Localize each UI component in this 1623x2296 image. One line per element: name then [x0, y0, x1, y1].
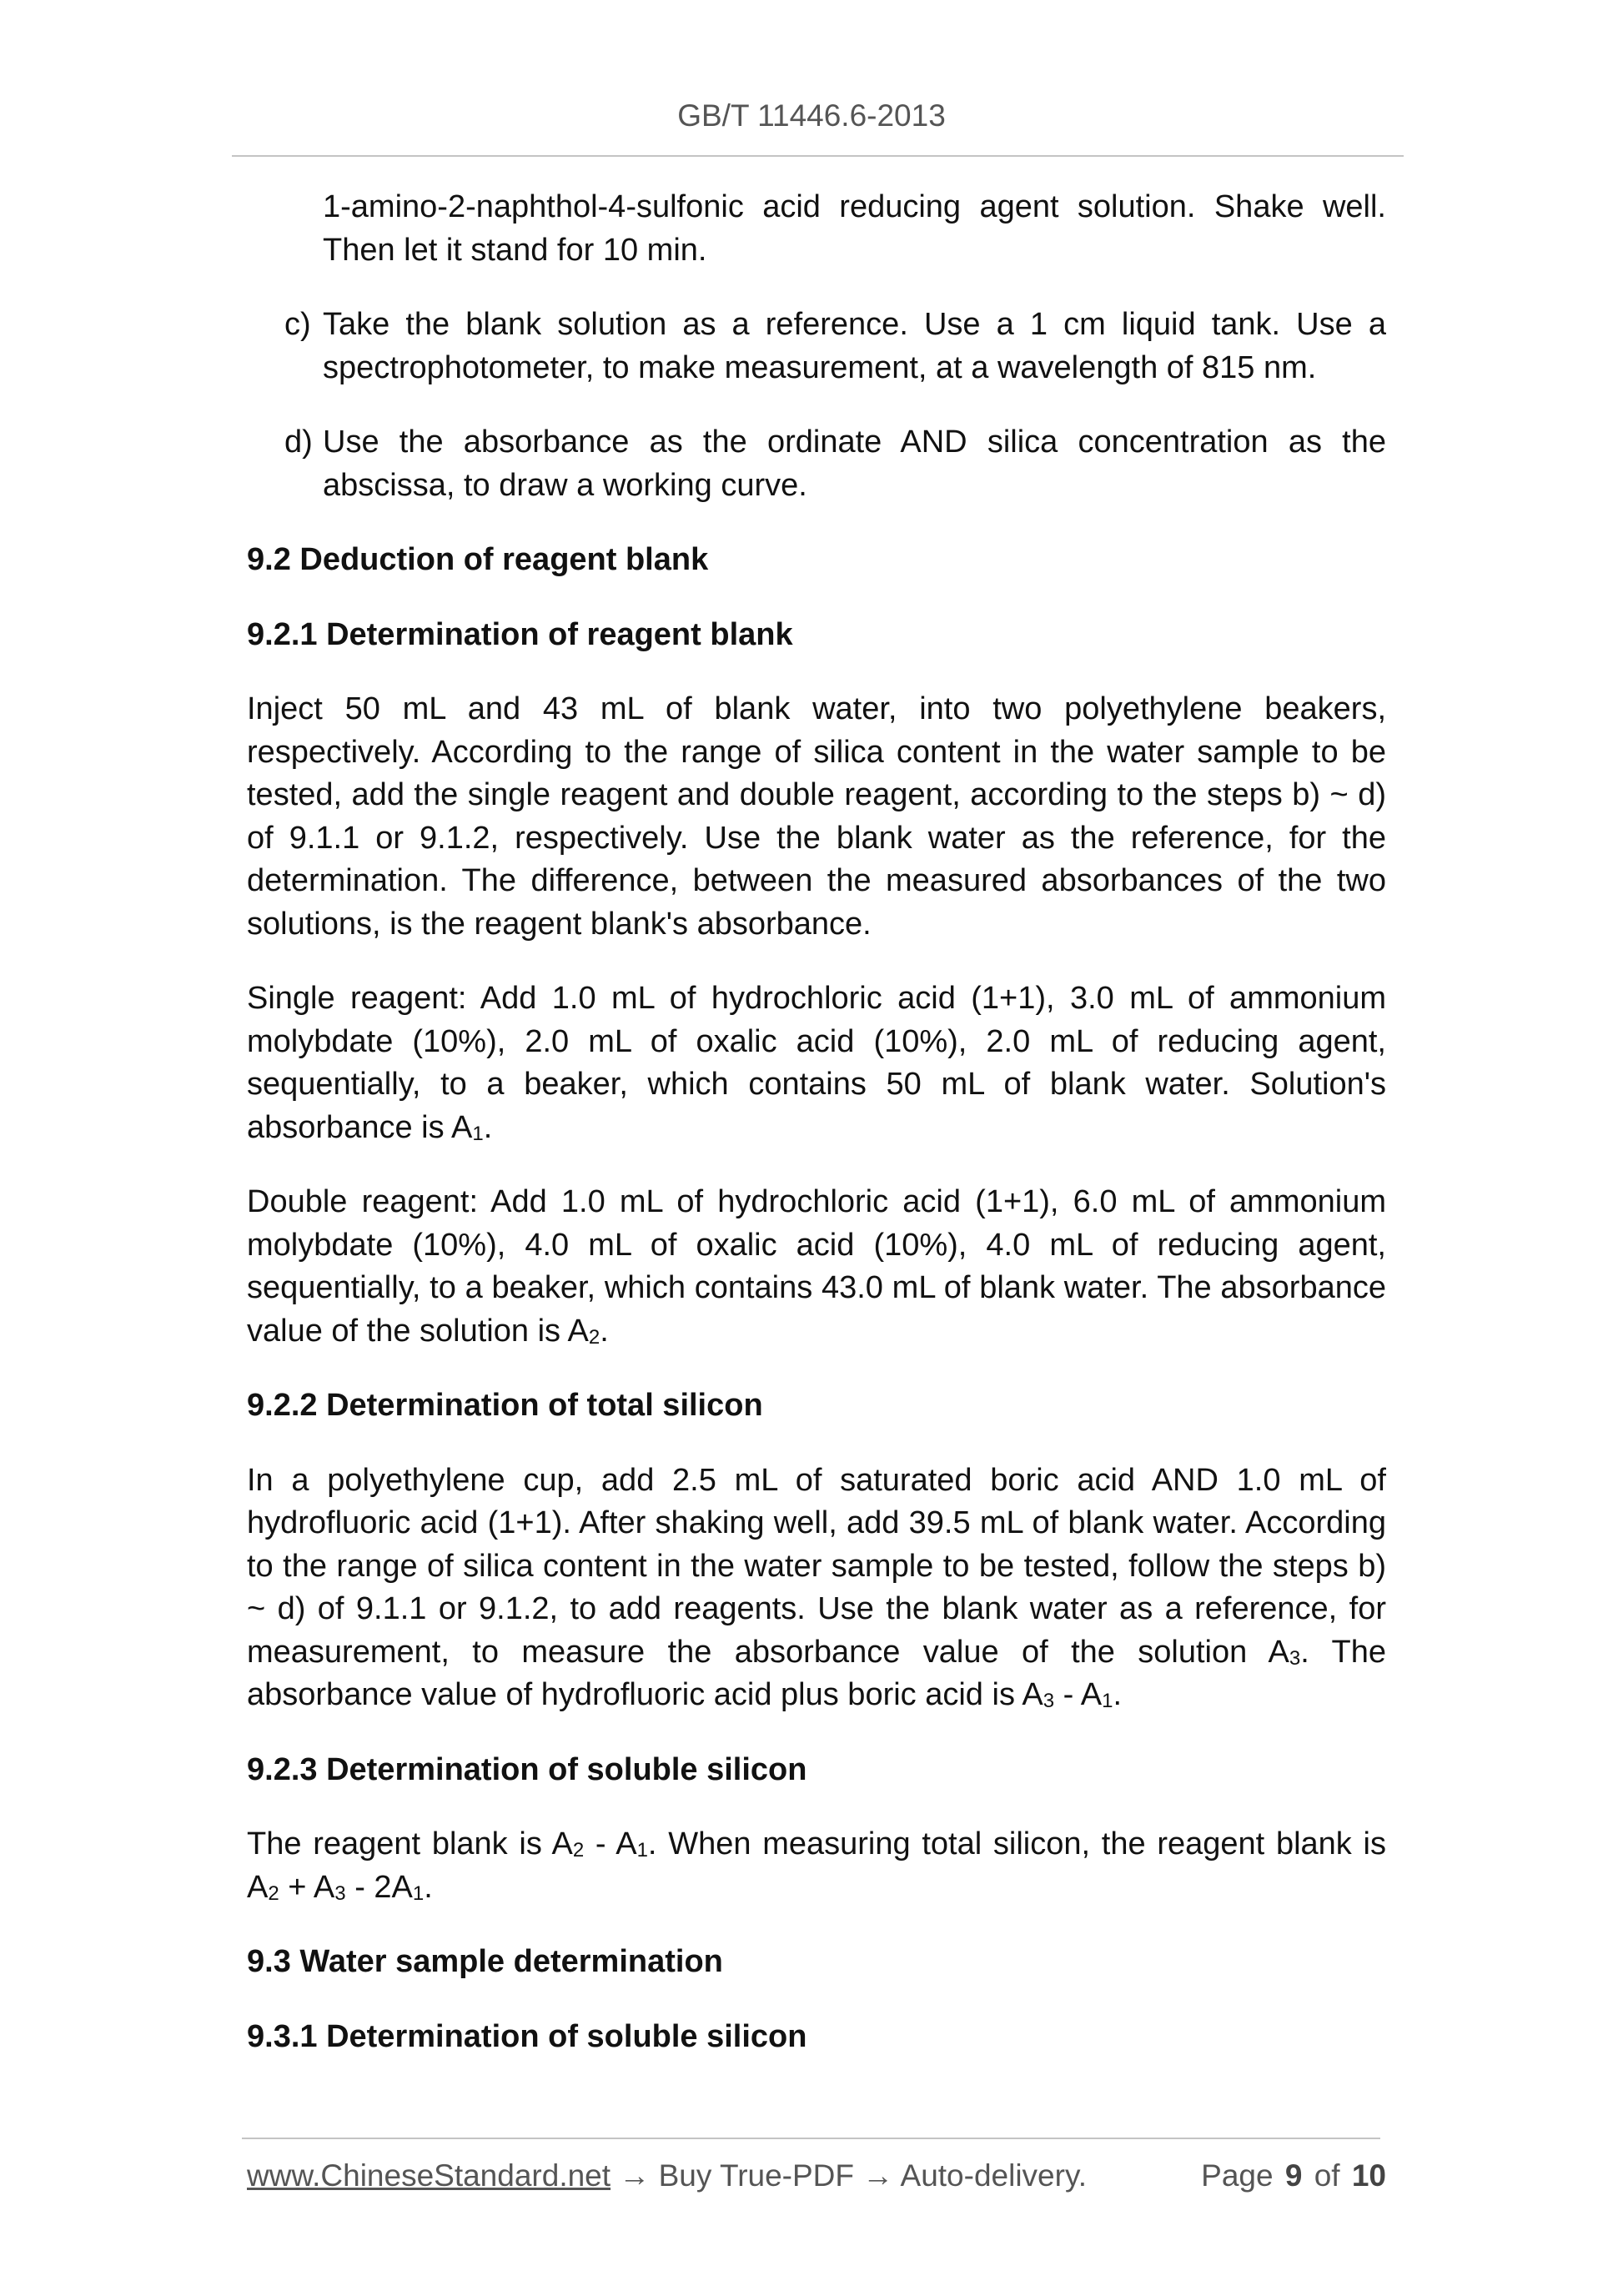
paragraph-text: .	[483, 1109, 493, 1145]
paragraph-soluble-silicon	[247, 1823, 1386, 1909]
header-divider	[232, 155, 1404, 157]
paragraph-text: Single reagent: Add 1.0 mL of hydrochloric acid (1+1), 3.0 mL of ammonium molybdate (10%), 2.0 mL of oxalic acid (10%), 2.0 mL of reducing agent, sequentially, to a beaker, which contains 50 mL of blank water. Solution's absorbance is A	[247, 981, 1386, 1145]
subscript: 2	[268, 1882, 279, 1905]
paragraph-text: The reagent blank is A	[247, 1826, 573, 1861]
page-label: Page	[1201, 2158, 1274, 2193]
footer-left	[247, 2158, 1087, 2193]
section-heading-9-2-3: 9.2.3 Determination of soluble silicon	[247, 1751, 807, 1787]
section-heading-9-2: 9.2 Deduction of reagent blank	[247, 542, 709, 577]
list-marker: c)	[284, 307, 311, 342]
list-marker: d)	[284, 425, 313, 460]
subscript: 2	[588, 1325, 600, 1349]
list-item-text: Use the absorbance as the ordinate AND silica concentration as the abscissa, to draw a working curve.	[323, 425, 1386, 503]
footer-promo-text: → Buy True-PDF → Auto-delivery.	[611, 2158, 1087, 2193]
subscript: 3	[334, 1882, 346, 1905]
paragraph-text: - A	[584, 1826, 637, 1861]
paragraph-text: + A	[279, 1869, 335, 1905]
page-number-info	[1198, 2158, 1386, 2193]
list-item-text: 1-amino-2-naphthol-4-sulfonic acid reducing agent solution. Shake well. Then let it stand for 10 min.	[323, 189, 1386, 268]
paragraph-text: .	[424, 1869, 433, 1905]
paragraph-text: .	[600, 1313, 609, 1349]
paragraph-reagent-blank: Inject 50 mL and 43 mL of blank water, into two polyethylene beakers, respectively. According to the range of silica content in the water sample to be tested, add the single reagent and double reagent, according to the steps b) ~ d) of 9.1.1 or 9.1.2, respectively. Use the blank water as the reference, for the determination. The difference, between the measured absorbances of the two solutions, is the reagent blank's absorbance.	[247, 691, 1386, 942]
paragraph-total-silicon	[247, 1459, 1386, 1717]
paragraph-text: - A	[1054, 1677, 1103, 1712]
list-item-c	[247, 304, 1386, 389]
paragraph-text: . The absorbance value of hydrofluoric acid plus boric acid is A	[247, 1634, 1386, 1712]
paragraph-text: Double reagent: Add 1.0 mL of hydrochloric acid (1+1), 6.0 mL of ammonium molybdate (10%), 4.0 mL of oxalic acid (10%), 4.0 mL of reducing agent, sequentially, to a beaker, which contains 43.0 mL of blank water. The absorbance value of the solution is A	[247, 1184, 1386, 1349]
section-heading-9-2-2: 9.2.2 Determination of total silicon	[247, 1388, 763, 1423]
page-number: 9	[1284, 2158, 1303, 2193]
document-header: GB/T 11446.6-2013	[677, 98, 946, 133]
page-total: 10	[1351, 2158, 1386, 2193]
subscript: 1	[472, 1122, 484, 1145]
subscript: 1	[1102, 1690, 1113, 1712]
section-heading-9-2-1: 9.2.1 Determination of reagent blank	[247, 616, 793, 652]
page-body	[247, 186, 1386, 2090]
paragraph-text: . When measuring total silicon, the reagent blank is A	[247, 1826, 1386, 1905]
subscript: 3	[1289, 1646, 1301, 1670]
subscript: 1	[636, 1839, 648, 1861]
list-item-text: Take the blank solution as a reference. Use a 1 cm liquid tank. Use a spectrophotometer, to make measurement, at a wavelength of 815 nm.	[323, 307, 1386, 385]
paragraph-text: .	[1113, 1677, 1123, 1712]
subscript: 3	[1043, 1690, 1055, 1712]
paragraph-text: In a polyethylene cup, add 2.5 mL of saturated boric acid AND 1.0 mL of hydrofluoric acid (1+1). After shaking well, add 39.5 mL of blank water. According to the range of silica content in the water sample to be tested, follow the steps b) ~ d) of 9.1.1 or 9.1.2, to add reagents. Use the blank water as a reference, for measurement, to measure the absorbance value of the solution A	[247, 1462, 1386, 1670]
section-heading-9-3-1: 9.3.1 Determination of soluble silicon	[247, 2018, 807, 2054]
footer-divider	[242, 2138, 1380, 2139]
website-link[interactable]: www.ChineseStandard.net	[247, 2158, 611, 2193]
paragraph-single-reagent	[247, 977, 1386, 1149]
section-heading-9-3: 9.3 Water sample determination	[247, 1944, 723, 1979]
subscript: 1	[412, 1882, 425, 1905]
list-item-d	[247, 421, 1386, 507]
subscript: 2	[572, 1839, 585, 1861]
paragraph-text: - 2A	[345, 1869, 413, 1905]
page-footer	[247, 2158, 1386, 2193]
list-item-b-continued	[247, 186, 1386, 272]
paragraph-double-reagent	[247, 1181, 1386, 1353]
of-label: of	[1314, 2158, 1340, 2193]
